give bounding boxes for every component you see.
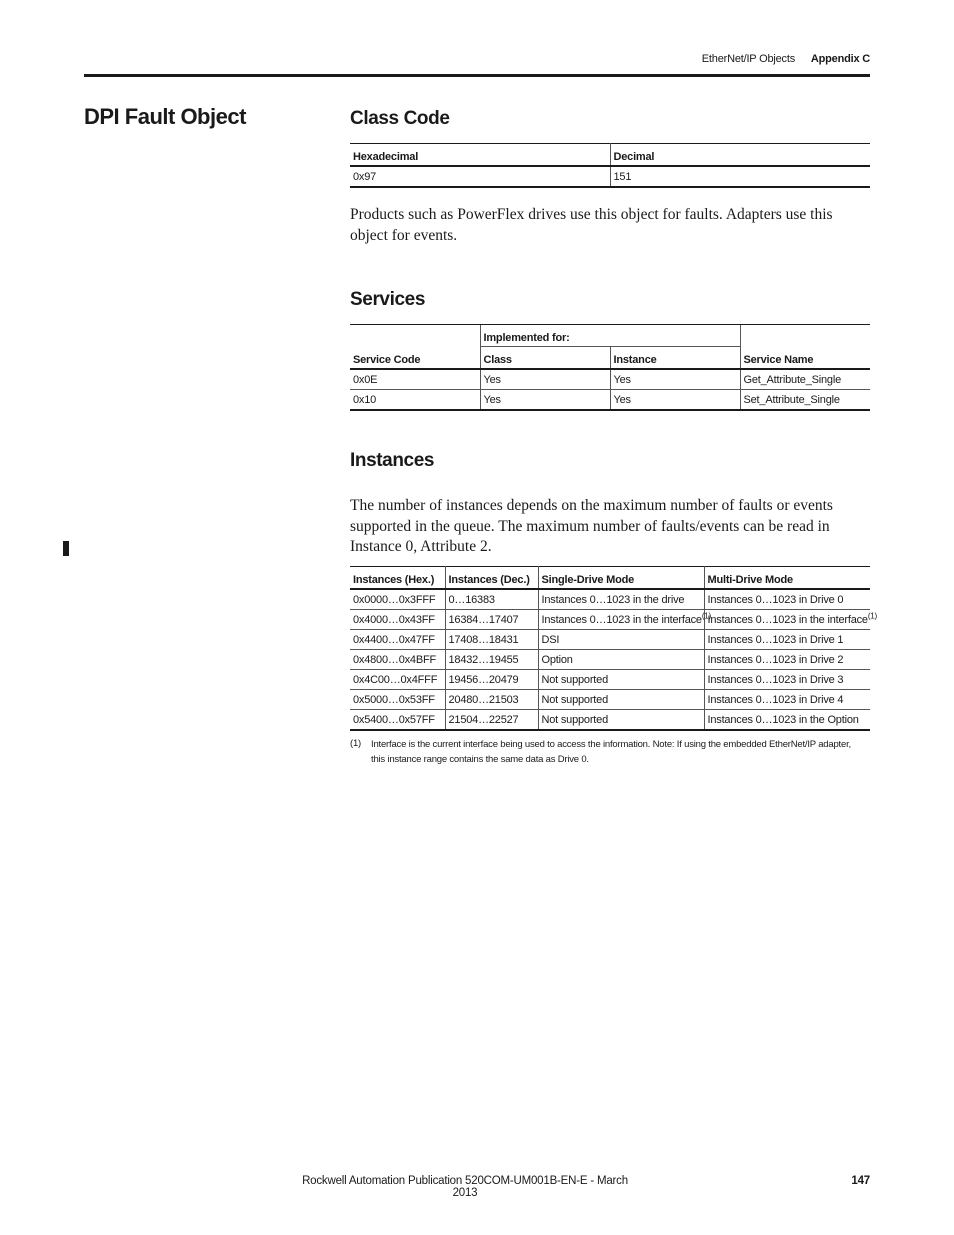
table-header-row <box>350 144 870 167</box>
table-cell: Get_Attribute_Single <box>740 369 870 390</box>
table-cell: 21504…22527 <box>445 710 538 731</box>
table-cell: Not supported <box>538 710 704 731</box>
footnote-ref: (1) <box>701 610 712 620</box>
column-header: Instances (Hex.) <box>350 567 445 590</box>
instances-table <box>350 566 878 731</box>
table-cell <box>538 610 712 630</box>
cell-text: Instances 0…1023 in the interface <box>541 613 702 626</box>
page-number: 147 <box>851 1175 870 1187</box>
column-header: Decimal <box>610 144 870 167</box>
table-cell <box>701 610 878 630</box>
table-cell: Instances 0…1023 in Drive 1 <box>704 630 870 650</box>
instances-heading: Instances <box>350 450 435 471</box>
running-header-section: EtherNet/IP Objects <box>701 53 795 65</box>
change-bar <box>63 541 69 556</box>
footnote-ref: (1) <box>867 610 878 620</box>
footnote-text: Interface is the current interface being used to access the information. Note: If using the embedded EtherNet/IP adapter, this instance range contains the same data as Drive 0. <box>371 739 851 765</box>
table-cell: Instances 0…1023 in Drive 4 <box>704 690 870 710</box>
table-row <box>350 630 870 650</box>
table-header-row <box>350 567 870 590</box>
column-header: Single-Drive Mode <box>538 567 704 590</box>
table-cell: 0…16383 <box>445 589 538 610</box>
table-cell: 19456…20479 <box>445 670 538 690</box>
table-cell: 0x97 <box>350 166 610 187</box>
table-cell: Not supported <box>538 690 704 710</box>
table-cell: Yes <box>610 369 740 390</box>
page-title: DPI Fault Object <box>84 104 246 129</box>
table-cell: 20480…21503 <box>445 690 538 710</box>
table-row <box>350 390 870 411</box>
table-header-row <box>350 325 870 347</box>
cell-text: Instances 0…1023 in the interface <box>707 613 868 626</box>
table-cell: Yes <box>610 390 740 411</box>
table-cell: Instances 0…1023 in Drive 2 <box>704 650 870 670</box>
column-header: Service Name <box>740 325 870 370</box>
table-cell: 17408…18431 <box>445 630 538 650</box>
column-header: Service Code <box>350 325 480 370</box>
table-cell: Instances 0…1023 in Drive 0 <box>704 589 870 610</box>
table-cell: 16384…17407 <box>445 610 538 630</box>
table-cell: 18432…19455 <box>445 650 538 670</box>
services-heading: Services <box>350 289 425 310</box>
table-row <box>350 650 870 670</box>
footnote-number: (1) <box>350 738 362 749</box>
instances-intro: The number of instances depends on the maximum number of faults or events supported in the queue. The maximum number of faults/events can be read in Instance 0, Attribute 2. <box>350 497 833 555</box>
services-table <box>350 324 870 411</box>
table-cell: 0x0000…0x3FFF <box>350 589 445 610</box>
table-cell: 0x10 <box>350 390 480 411</box>
table-cell: Instances 0…1023 in the Option <box>704 710 870 731</box>
table-cell: 0x0E <box>350 369 480 390</box>
table-cell: 0x4000…0x43FF <box>350 610 445 630</box>
table-cell: Not supported <box>538 670 704 690</box>
table-row <box>350 589 870 610</box>
header-rule <box>84 74 870 77</box>
footer-publication: Rockwell Automation Publication 520COM-UM001B-EN-E - March 2013 <box>302 1175 628 1199</box>
table-cell: DSI <box>538 630 704 650</box>
table-cell: 0x4400…0x47FF <box>350 630 445 650</box>
table-row <box>350 690 870 710</box>
table-cell: 151 <box>610 166 870 187</box>
table-cell: Set_Attribute_Single <box>740 390 870 411</box>
running-header-appendix: Appendix C <box>810 53 870 65</box>
column-header: Multi-Drive Mode <box>704 567 870 590</box>
column-header: Instance <box>610 347 740 370</box>
table-cell: Instances 0…1023 in Drive 3 <box>704 670 870 690</box>
table-row <box>350 710 870 731</box>
table-cell: Yes <box>480 390 610 411</box>
table-cell: 0x5400…0x57FF <box>350 710 445 731</box>
group-header: Implemented for: <box>480 325 740 347</box>
column-header: Hexadecimal <box>350 144 610 167</box>
table-cell: 0x5000…0x53FF <box>350 690 445 710</box>
table-cell: 0x4C00…0x4FFF <box>350 670 445 690</box>
class-code-heading: Class Code <box>350 108 450 129</box>
column-header: Instances (Dec.) <box>445 567 538 590</box>
table-row <box>350 166 870 187</box>
table-cell: Instances 0…1023 in the drive <box>538 589 704 610</box>
object-description: Products such as PowerFlex drives use this object for faults. Adapters use this object for events. <box>350 206 833 244</box>
table-row <box>350 610 870 630</box>
table-cell: Option <box>538 650 704 670</box>
table-cell: Yes <box>480 369 610 390</box>
table-row <box>350 369 870 390</box>
table-row <box>350 670 870 690</box>
column-header: Class <box>480 347 610 370</box>
class-code-table <box>350 143 870 188</box>
table-cell: 0x4800…0x4BFF <box>350 650 445 670</box>
